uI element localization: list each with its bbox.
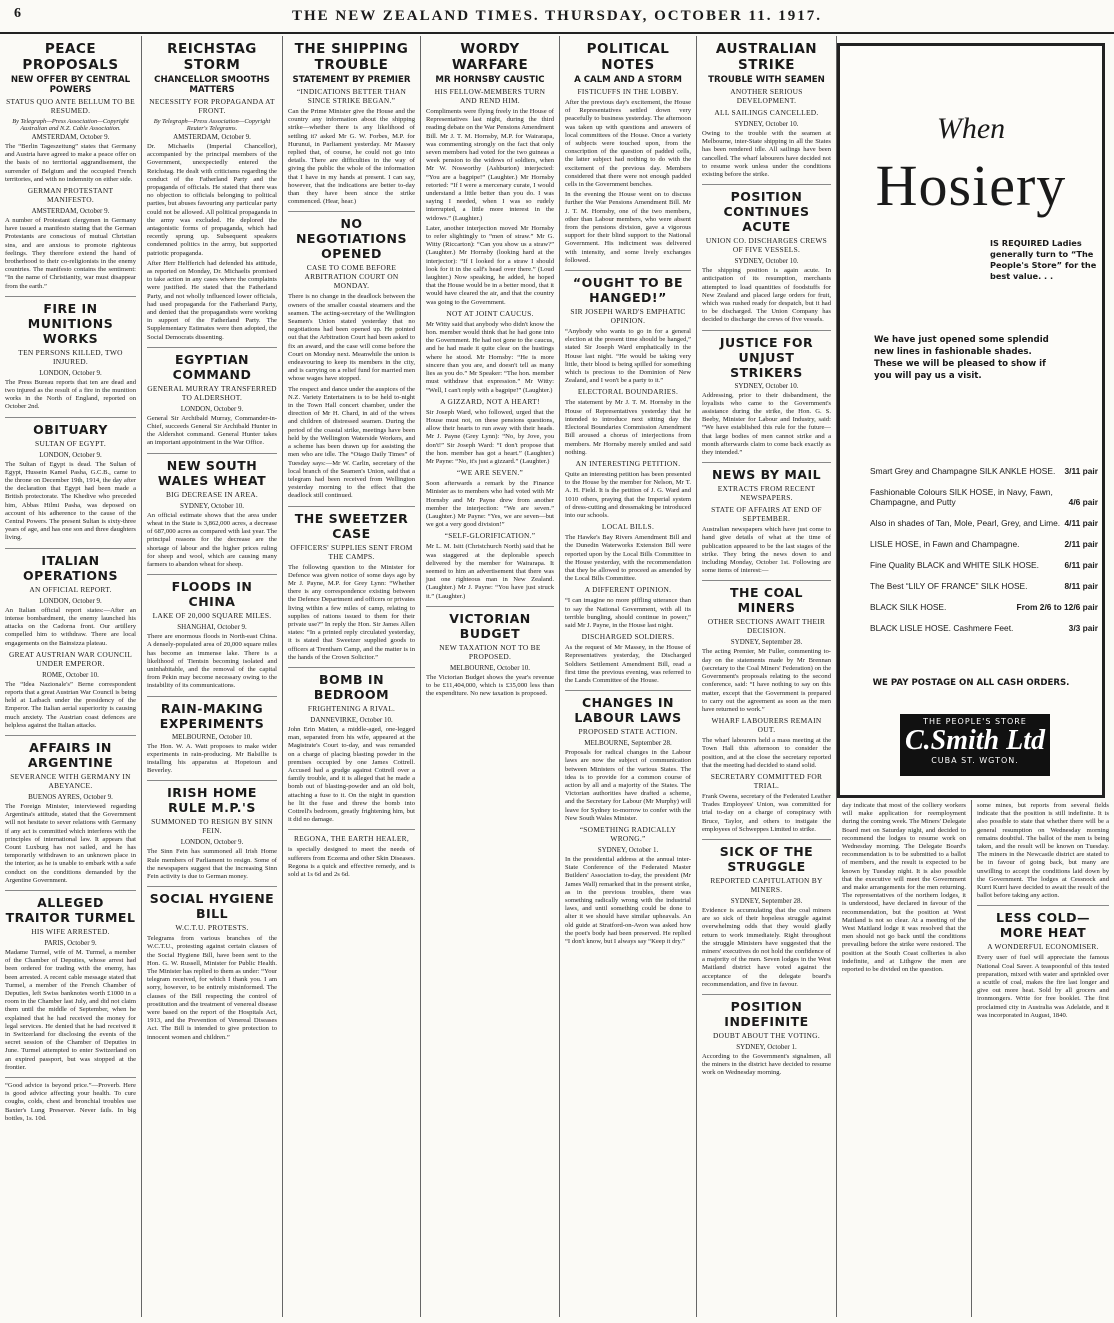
divider [147,574,277,575]
item-label: Fashionable Colours SILK HOSE, in Navy, Fawn, Champagne, and Putty [870,487,1053,507]
item-price: 4/11 pair [1064,518,1098,528]
headline: “OUGHT TO BE HANGED!” [572,275,684,306]
divider [977,905,1109,906]
divider [5,296,136,297]
article-body: Telegrams from various branches of the W.C.T.U., protesting against certain clauses of the Social Hygiene Bill, have been sent to the Hon. G. W. Russell, Minister for Public Health. The Minister has replied to them as under: “Your telegram received, for which I thank you. I am sorry, however, to be entirely misinformed. The clauses of the Bill respecting the control of prostitution and the treatment of venereal disease were based on the report of the Hospitals Act, 1913, and the Prevention of Venereal Diseases Act. The Bill is intended to give protection to innocent women and children.” [147,935,277,1041]
column-2 [142,36,283,1317]
article-body: The Sinn Fein has summoned all Irish Home Rule members of Parliament to resign. Some of the newspapers suggest that the increasing Sinn Fein activity is due to German money. [147,848,277,880]
article-body: An official estimate shows that the area under wheat in the State is 3,862,000 acres, a decrease of 687,000 acres as compared with last year. The principal reasons for the decrease are the shortage of labour and the higher prices ruling for sheep and wool, which are causing many farmers to abandon wheat for sheep. [147,511,277,568]
headline: EGYPTIAN COMMAND [172,351,252,382]
column-3 [283,36,421,1317]
item-price: 8/11 pair [1064,581,1098,591]
subheadline: NEW OFFER BY CENTRAL POWERS [10,75,131,95]
article-body: Madame Turmel, wife of M. Turmel, a member of the Chamber of Deputies, whose arrest had been ordered for trading with the enemy, has been arrested. A recent cable message stated that Turmel, a member of the French Chamber of Deputies, left Swiss banknotes worth £1000 in a room in the Chamber last July, and did not claim them until the middle of September, when he explained that he had received the money for legal services. He denied that he had received it in Switzerland for disclosing the events of the secret session of the Chamber of Deputies in June. Turmel attempted to enter Switzerland on an expired passport, but was stopped at the frontier. [5,948,136,1071]
dek: ELECTORAL BOUNDARIES. [577,387,679,397]
headline: FLOODS IN CHINA [171,579,253,610]
dateline: PARIS, October 9. [44,938,97,947]
dek: “SELF-GLORIFICATION.” [444,531,536,541]
dek: LAKE OF 20,000 SQUARE MILES. [152,611,272,621]
subheadline: CHANCELLOR SMOOTHS MATTERS [154,75,270,95]
article-body: The Hon. W. A. Watt proposes to make wider experiments in rain-producing. Mr Balsillie is installing his apparatus at Hopetoun and Beverley. [147,742,277,775]
dateline: SYDNEY, September 28. [730,896,803,905]
article-body: A number of Protestant clergymen in Germany have issued a manifesto stating that the German Protestants are conscious of mutual Christian sins, and are anxious to promote righteous feelings. They therefore extend the hand of brotherhood to their co-religionists in the enemy countries. The manifesto contains the sentiment: “In the name of Christianity, war must disappear from the earth.” [5,217,136,290]
column-7-lower [837,800,972,1317]
dek: GREAT AUSTRIAN WAR COUNCIL UNDER EMPEROR. [8,649,133,668]
ad-when: When [936,112,1006,145]
column-8-lower [972,800,1114,1317]
dek: A DIFFERENT OPINION. [584,585,672,595]
dateline: ROME, October 10. [42,670,99,679]
article-body: John Erin Matten, a middle-aged, one-legged man, separated from his wife, appeared at the Magistrate's Court to-day, and was remanded on a charge of placing blasting powder in the premises occupied by one James Cottrell. Accused had a grudge against Cottrell over a family trouble, and it is alleged that he made a bomb out of blasting-powder and an old bolt, attaching a fuse to it. On the night in question he lit the fuse and threw the bomb into Cottrell's bedroom, greatly frightening him, but it did no damage. [288,725,415,824]
headline: POSITION CONTINUES ACUTE [723,189,810,235]
dateline: AMSTERDAM, October 9. [31,207,110,216]
column-1 [0,36,142,1317]
dek: OTHER SECTIONS AWAIT THEIR DECISION. [707,617,826,636]
dek: SUMMONED TO RESIGN BY SINN FEIN. [151,817,273,836]
divider [147,780,277,781]
dek: W.C.T.U. PROTESTS. [175,923,249,933]
subheadline: TROUBLE WITH SEAMEN [708,75,825,85]
dateline: SYDNEY, September 28. [730,638,803,647]
price-list-item [870,602,1098,612]
divider [702,462,831,463]
divider [565,270,691,271]
dateline: SYDNEY, October 10. [734,257,799,266]
article-body: Sir Joseph Ward, who followed, urged that the House must not, on these pensions questions, allow their hearts to run away with their heads. Mr J. Payne (Grey Lynn): “No, by Jove, you don't!” Sir Joseph Ward: “I don't propose that the hon. member has got a heart.” (Laughter.) Mr Payne: “No, it's just a gizzard.” (Laughter.) [426,408,554,465]
article-body: The following question to the Minister for Defence was given notice of some days ago by Mr J. Payne, M.P. for Grey Lynn: “Whether there is any correspondence existing between the Defence Department and officers or privates living within a few miles of camp, relating to supplies of rations issued to them for their private use?” In reply the Hon. Sir James Allen states: “In a printed reply circulated yesterday, it is stated that Sweetzer supplied goods to officers at Trentham Camp, and the matter is in the hands of the Crown Solicitor.” [288,563,415,661]
ad-price-list [870,466,1098,644]
headline: OBITUARY [33,421,108,437]
dateline: MELBOURNE, September 28. [584,739,672,748]
dek: STATUS QUO ANTE BELLUM TO BE RESUMED. [6,97,135,115]
divider [702,994,831,995]
article-body: Can the Prime Minister give the House and the country any information about the shipping strike—whether there is any likelihood of settling it? asked Mr G. W. Forbes, M.P. for Hurunui, in Parliament yesterday. Mr Massey replied that, of course, he could not go into details. There are difficulties in the way of giving the public the whole of the information that I have in my hands at present. I can say, however, that the indications are better to-day than they have been since the strike commenced. (Hear, hear.) [288,108,415,206]
headline: AFFAIRS IN ARGENTINE [27,739,114,770]
item-price: 2/11 pair [1064,539,1098,549]
article-body: The wharf labourers held a mass meeting at the Town Hall this afternoon to consider the position, and at the close the secretary reported that the meeting had decided to stand solid. [702,737,831,769]
article-body: There is no change in the deadlock between the owners of the smaller coastal steamers and the seamen. The acting-secretary of the Wellington Seamen's Union stated yesterday that no negotiations had been opened up. He pointed out that the Arbitration Court had been asked to fix an award, and the case will come before the Court on Monday next. Meanwhile the union is endeavouring to keep its members in the city, and is carrying on a relief fund for married men whose wages have stopped. [288,293,415,383]
headline: THE COAL MINERS [730,585,803,616]
article-body: some mines, but reports from several fields indicate that the position is still indefinite. It is also possible to state that whether there will be a general resumption on Wednesday morning remains doubtful. The ballot of the men is being taken, and the result will be known on Tuesday. The miners in the Newcastle district are stated to be in favour of going back, but many are unwilling to accept the conditions laid down by the Government. The lodges at Cessnock and Kurri Kurri have decided to await the result of the ballot before taking any action. [977,802,1110,900]
column-5 [560,36,697,1317]
article-body: Proposals for radical changes in the Labour laws are now the subject of communication between Ministers of the various States. The idea is to provide for a common course of action by all and a majority of the States. The Victorian authorities have drafted a scheme, and the Secretary for Labour (Mr Murphy) will leave for Sydney to-morrow to confer with the New South Wales Minister. [565,749,691,822]
store-logo [900,714,1050,776]
headline: SICK OF THE STRUGGLE [719,843,814,874]
dek: AN OFFICIAL REPORT. [29,584,112,594]
dek: NOT AT JOINT CAUCUS. [446,308,534,318]
article-body: Soon afterwards a remark by the Finance Minister as to members who had voted with Mr Hornsby and Mr Payne drew from another member the interjection: “We are seven.” (Laughter.) Mr Payne: “Yes, we are seven—but we got a very good division!” [426,480,554,529]
credit: By Telegraph—Press Association—Copyright Australian and N.Z. Cable Association. [12,118,129,132]
article-body: Every user of fuel will appreciate the famous National Coal Saver. A teaspoonful of this tested preparation, mixed with water and sprinkled over a scuttle of coal, makes the fire last longer and give out more heat. Sold by all grocers and ironmongers. Write for free booklet. The first proclaimed city in Australia was Adelaide, and it was incorporated in August, 1840. [977,954,1109,1019]
divider [5,890,136,891]
dek: SIR JOSEPH WARD'S EMPHATIC OPINION. [570,307,686,326]
small-advertisement: “Good advice is beyond price.”—Proverb. Here is good advice affecting your health. To cure coughs, colds, chest and bronchial troubles use Baxter's Lung Preserver. Never fails. In big bottles, 1s. 10d. [5,1082,136,1122]
article-body: Mr L. M. Isitt (Christchurch North) said that he was staggered at the deplorable speech delivered by the member for Wairarapa. It seemed to him an advertisement that there was just one righteous man in New Zealand. (Laughter.) Mr J. Payne: “You have just struck it.” (Laughter.) [426,543,554,600]
item-price: 6/11 pair [1064,560,1098,570]
article-body: The Hawke's Bay Rivers Amendment Bill and the Dunedin Waterworks Extension Bill were reported upon by the Local Bills Committee in the House yesterday, with the recommendation that they be allowed to proceed as amended by the Local Bills Committee. [565,534,691,583]
store-address: CUBA ST. WGTON. [931,756,1019,765]
store-name: C.Smith Ltd [904,725,1046,756]
divider [702,184,831,185]
dek: UNION CO. DISCHARGES CREWS OF FIVE VESSELS. [705,236,828,255]
dateline: BUENOS AYRES, October 9. [28,792,113,801]
dek: BIG DECREASE IN AREA. [165,489,259,499]
headline: NEW SOUTH WALES WHEAT [157,457,267,488]
item-label: Smart Grey and Champagne SILK ANKLE HOSE. [870,466,1056,476]
headline: LESS COLD—MORE HEAT [996,910,1090,941]
dek: HIS FELLOW-MEMBERS TURN AND REND HIM. [434,87,546,105]
dek: TEN PERSONS KILLED, TWO INJURED. [18,347,123,366]
article-body: The “Idea Nazionale's” Berne correspondent reports that a great Austrian War Council is being held at Laibach under the presidency of the Emperor. The Italian aerial superiority is causing much anxiety. The Austrian coast defences are helpless against the Italian attacks. [5,680,136,729]
dateline: MELBOURNE, October 10. [449,663,531,672]
article-body: Australian newspapers which have just come to hand give details of what at the time of publication appeared to be the last stages of the strike. They bring the news down to and including Monday, October 1st. Following are some items of interest:— [702,526,831,575]
dek: REGONA, THE EARTH HEALER, [293,834,410,844]
divider [565,690,691,691]
article-body: In the presidential address at the annual inter-State Conference of the Federated Master Builders' Association to-day, the president (Mr James Wall) remarked that in the present strike, as in the previous troubles, there was something radically wrong with the industrial laws, and until something could be done to alter it we should have similar upheavals. An old guide at Stratford-on-Avon was asked how the poet's body had been preserved. He replied “I don't know, but I always say “Keep it dry.” [565,856,691,946]
dek: LOCAL BILLS. [601,522,655,532]
article-body: Dr. Michaelis (Imperial Chancellor), accompanied by the principal members of the Government, unexpectedly entered the Reichstag. He dealt with criticisms regarding the conduct of the Fatherland Party and the propaganda of officials. He stated that there was no objection to officials belonging to political parties, but abuses favouring any particular party could not be allowed. All political propaganda in the army was excluded. He deplored the antagonistic forms of propaganda, which had recently sprung up. Subsequent speakers condemned politics in the army, but supported patriotic propaganda. [147,143,277,257]
ad-hosiery-title: Hosiery [875,153,1067,218]
headline: NEWS BY MAIL [711,467,822,483]
article-body: “Anybody who wants to go in for a general election at the present time should be hanged,” stated Sir Joseph Ward emphatically in the House last night. “He would be taking very little, their blood is being spilled for something which is precious to the Dominion of New Zealand, and I won't be a party to it.” [565,328,691,385]
dek: SULTAN OF EGYPT. [35,438,106,448]
article-body: In the evening the House went on to discuss further the War Pensions Amendment Bill. Mr J. T. M. Hornsby, one of the two members, other than Labour members, who were absent from the pensions division, gave a vigorous support for their blind support to the National Government. His indictment was delivered with intensity, and some lively exchanges followed. [565,191,691,264]
headline: NO NEGOTIATIONS OPENED [295,216,408,262]
page-number: 6 [14,6,21,21]
headline: CHANGES IN LABOUR LAWS [574,695,682,726]
headline: THE SWEETZER CASE [294,510,409,541]
dateline: LONDON, October 9. [39,596,102,605]
divider [288,667,415,668]
headline: ALLEGED TRAITOR TURMEL [5,894,136,925]
price-list-item [870,518,1098,528]
headline: RAIN-MAKING EXPERIMENTS [159,700,265,731]
dek: AN INTERESTING PETITION. [575,458,681,468]
dek: A WONDERFUL ECONOMISER. [987,942,1099,952]
price-list-item [870,539,1098,549]
item-price: 4/6 pair [1068,497,1098,507]
article-body: The acting Premier, Mr Fuller, commenting to-day on the statements made by Mr Brennan (secretary to the Coal Miners' Federation) on the Government's proposals relating to the second conference, said: “I have nothing to say on this matter, except that the Government is prepared to carry out the agreement as soon as the men have returned to work.” [702,648,831,713]
dateline: LONDON, October 9. [180,404,244,413]
dek: STATE OF AFFAIRS AT END OF SEPTEMBER. [711,505,822,524]
dek: ANOTHER SERIOUS DEVELOPMENT. [730,87,803,105]
article-body: The Victorian Budget shows the year's revenue to be £11,404,000, which is £35,000 less than the expenditure. No new taxation is proposed. [426,673,554,698]
dek: “SOMETHING RADICALLY WRONG.” [579,825,677,843]
article-body: The “Berlin Tageszeitung” states that Germany and Austria have agreed to make a peace offer on the basis of no territorial aggrandisement, the surrender of Belgium and the occupied French territories, and with no indemnity on either side. [5,143,136,183]
dek: ALL SAILINGS CANCELLED. [714,108,819,117]
dek: SEVERANCE WITH GERMANY IN ABEYANCE. [10,771,131,790]
item-label: Fine Quality BLACK and WHITE SILK HOSE. [870,560,1039,570]
dek: GERMAN PROTESTANT MANIFESTO. [27,186,114,205]
price-list-item [870,466,1098,476]
price-list-item [870,623,1098,633]
divider [5,548,136,549]
dek: HIS WIFE ARRESTED. [31,926,110,936]
subheadline: A CALM AND A STORM [574,75,682,85]
article-body: “I can imagine no more piffling utterance than to say the National Government, with all its terrible bungling, should continue in power,” said Mr J. Payne, in the House last night. [565,597,691,629]
article-body: There are enormous floods in North-east China. A densely-populated area of 20,000 square miles has become an immense lake. There is a likelihood of Tientsin becoming isolated and uninhabitable, and the removal of the capital from Pekin may become necessary owing to the instability of its communications. [147,633,277,690]
dek: NEW TAXATION NOT TO BE PROPOSED. [439,642,541,661]
headline: PEACE PROPOSALS [22,41,119,73]
item-label: BLACK LISLE HOSE. Cashmere Feet. [870,623,1014,633]
item-label: BLACK SILK HOSE. [870,602,947,612]
divider [702,839,831,840]
divider [288,829,415,830]
headline: FIRE IN MUNITIONS WORKS [27,300,114,346]
column-4 [421,36,560,1317]
article-body: Owing to the trouble with the seamen at Melbourne, inter-State shipping in all the States has been rendered idle. All sailings have been cancelled. The wharf labourers have decided not to resume work unless under the conditions existing before the strike. [702,130,831,179]
article-body: Addressing, prior to their disbandment, the loyalists who came to the Government's assistance during the strike, the Hon. G. S. Beeby, Minister for Labour and Industry, said: “We have established this rule for the future—that large bodies of men cannot strike and a month afterwards claim to come back exactly as they intended.” [702,391,831,457]
headline: AUSTRALIAN STRIKE [715,41,818,73]
item-price: From 2/6 to 12/6 pair [1016,602,1098,612]
dek: DISCHARGED SOLDIERS. [581,632,675,642]
dateline: SYDNEY, October 10. [734,120,799,128]
divider [702,580,831,581]
price-list-item [870,487,1098,507]
dek: WHARF LABOURERS REMAIN OUT. [711,716,822,735]
item-label: The Best “LILY OF FRANCE” SILK HOSE. [870,581,1028,591]
dek: DOUBT ABOUT THE VOTING. [713,1030,820,1040]
dateline: SYDNEY, October 1. [736,1042,797,1051]
dateline: MELBOURNE, October 10. [171,732,253,741]
article-body: Quite an interesting petition has been presented to the House by the member for Nelson, Mr T. A. H. Field. It is the petition of J. G. Ward and 1010 others, praying that the Imperial system of dress-cutting and dressmaking be introduced into our schools. [565,470,691,519]
article-body: is specially designed to meet the needs of sufferers from Eczema and other Skin Diseases. Regona is a quick and effective remedy, and is sold at 1s 6d and 2s 6d. [288,846,415,878]
dateline: DANNEVIRKE, October 10. [310,715,393,724]
article-body: Evidence is accumulating that the coal miners are so sick of their hopeless struggle against overwhelming odds that they would gladly return to work immediately. Right throughout the struggle Ministers have suggested that the miners' executives do not hold the confidence of a majority of the men. Seven lodges in the West Maitland district have voted against the acceptance of the delegate board's recommendation, and five in favour. [702,906,831,988]
dek: EXTRACTS FROM RECENT NEWSPAPERS. [717,484,816,503]
article-body: An Italian official report states:—After an intense bombardment, the enemy launched his attacks on the Cadorna front. Our artillery compelled him to withdraw. There are local engagements on the Bainsizza plateau. [5,606,136,647]
masthead [0,0,1114,34]
article-body: day indicate that most of the colliery workers will make application for reemployment during the coming week. The Miners' Delegate Board met on Saturday night, and decided to recommend the lodges to resume work on Wednesday morning. The Delegate Board's recommendation is to be submitted to a ballot of members, and the result is expected to be known by Tuesday night. It is also possible that the executive will meet the Government and make arrangements for the men returning. The representatives of the northern lodges, it is understood, have declared in favour of the recommendation, but the position at West Maitland is not so clear. At a meeting of the West Maitland lodge it was resolved that the men should not go back until the conditions prevailing before the strike were restored. The position at the South Coast collieries is also indefinite, and at Lithgow the men are reported to be divided on the question. [842,802,966,974]
headline: POLITICAL NOTES [586,41,670,73]
dek: “WE ARE SEVEN.” [456,468,524,478]
dateline: LONDON, October 9. [180,838,244,847]
headline: BOMB IN BEDROOM [313,671,390,702]
price-list-item [870,560,1098,570]
store-tagline: THE PEOPLE'S STORE [923,717,1027,726]
item-label: LISLE HOSE, in Fawn and Champagne. [870,539,1020,549]
article-body: The shipping position is again acute. In anticipation of its resumption, merchants attempted to load quantities of foodstuffs for New Zealand and placed large orders for fruit, which was rushed ready for despatch, but it had to be discharged. The Union Company has decided to discharge the crews of five vessels. [702,267,831,324]
dateline: SYDNEY, October 1. [597,846,659,854]
article-body: As the request of Mr Massey, in the House of Representatives yesterday, the Discharged Soldiers Settlement Amendment Bill, read a first time the previous evening, was referred to the Lands Committee of the House. [565,644,691,684]
article-body: Later, another interjection moved Mr Hornsby to refer slightingly to “men of straw.” Mr G. Witty (Riccarton): “Can you show us a straw?” (Laughter.) Mr Hornsby (looking hard at the interjector): “If I looked for a straw I should look for it in the calf's head over there.” (Loud laughter.) Now speaking, he added, he hoped that the House would be in a better mood, that it would have cleared the air, and that the country was going to the Government. [426,224,554,306]
article-body: The statement by Mr J. T. M. Hornsby in the House of Representatives yesterday that he intended to introduce next sitting day the Electoral Boundaries Commission Amendment Bill aroused a chorus of interjections from members. Mr Hornsby merely smiled and said nothing. [565,399,691,456]
headline: REICHSTAG STORM [167,41,257,73]
price-list-item [870,581,1098,591]
headline: POSITION INDEFINITE [724,998,809,1029]
ad-intro-text: We have just opened some splendid new lines in fashionable shades. These we will be pleased to show if you will pay us a visit. [874,335,1049,381]
divider [5,735,136,736]
article-body: The Sultan of Egypt is dead. The Sultan of Egypt, Hussein Kamel Pasha, G.C.B., came to the throne on December 19th, 1914, the day after the declaration that Egypt had been made a British protectorate. The Khedive who preceded him, Abbas Hilmi Pasha, was deposed on account of his adherence to the cause of the Central Powers. The present Sultan is sixty-three years of age, and has one son and three daughters living. [5,460,136,542]
divider [702,330,831,331]
headline: SOCIAL HYGIENE BILL [149,891,275,922]
item-label: Also in shades of Tan, Mole, Pearl, Grey, and Lime. [870,518,1061,528]
dek: OFFICERS' SUPPLIES SENT FROM THE CAMPS. [290,542,413,561]
ad-required-text: IS REQUIRED Ladies generally turn to “The People's Store” for the best value. . . [990,238,1097,281]
item-price: 3/11 pair [1064,466,1098,476]
dateline: LONDON, October 9. [39,368,102,377]
divider [147,347,277,348]
headline: THE SHIPPING TROUBLE [294,41,409,73]
dek: SECRETARY COMMITTED FOR TRIAL. [710,771,823,790]
divider [426,606,554,607]
dek: FISTICUFFS IN THE LOBBY. [577,87,679,96]
article-body: Compliments were flying freely in the House of Representatives last night, during the third reading debate on the War Pensions Amendment Bill. Mr J. T. M. Hornsby, M.P. for Wairarapa, was commenting strongly on the fact that only seven members had voted for the two guineas a week pension to the widows of soldiers, when Mr W. Nosworthy (Ashburton) interjected: “You are a bagpipe!” (Laughter.) Mr Hornsby retorted: “If I were a mercenary curate, I would understand a little better than you do. I was saying I needed, when I was so rudely interrupted, a little more interest in the widows.” (Laughter.) [426,108,554,222]
article-body: General Sir Archibald Murray, Commander-in-Chief, succeeds General Sir Archibald Hunter in the Aldershot command. General Hunter takes an important appointment in the War Office. [147,414,277,447]
dek: PROPOSED STATE ACTION. [578,727,678,737]
ad-postage-note: WE PAY POSTAGE ON ALL CASH ORDERS. [872,678,1070,688]
dateline: AMSTERDAM, October 9. [31,133,110,141]
divider [5,1077,136,1078]
newspaper-title: THE NEW ZEALAND TIMES. THURSDAY, OCTOBER 11. 1917. [292,8,822,24]
dateline: SYDNEY, October 10. [179,501,245,510]
dek: NECESSITY FOR PROPAGANDA AT FRONT. [149,97,275,115]
article-body: After the previous day's excitement, the House of Representatives settled down very peacefully to business yesterday. The afternoon was taken up with questions and answers of local committees of the House. Once a variety of subjects were touched upon, from the conscription of the question of padded cells, the latter subject had nothing to do with the excitement of the previous day. Members considered that there were not enough padded cells in the Government benches. [565,99,691,189]
article-body: The Foreign Minister, interviewed regarding Argentina's attitude, stated that the Government will not hesitate to sever relations with Germany if any act is committed which interferes with the principles of international law. It appears that Count Luxburg has not sailed, and he has temporarily withdrawn to an unknown place in the interior, as he is unable to embark with a safe conduct on the conditions demanded by the Argentine Government. [5,802,136,884]
dek: “INDICATIONS BETTER THAN SINCE STRIKE BEGAN.” [296,87,407,105]
article-body: Mr Witty said that anybody who didn't know the hon. member would think that he had gone into the Government. He had not gone to the caucus, and he had made it quite clear on the hustings where he stood. Mr Hornsby: “He is more sincere than you are, and doesn't tell as many lies as you do.” Mr Speaker: “The hon. member must withdraw that expression.” Mr Witty: “Well, I can't reply with a bagpipe!” (Laughter.) [426,320,554,394]
divider [288,211,415,212]
divider [147,453,277,454]
headline: JUSTICE FOR UNJUST STRIKERS [719,334,814,380]
item-price: 3/3 pair [1068,623,1098,633]
dateline: AMSTERDAM, October 9. [173,133,251,141]
article-body: Frank Owens, secretary of the Federated Leather Trades Employees' Union, was committed for trial to-day on a charge of conspiracy with Bruce, Taylor, and others to instigate the employees of Schweppes Limited to strike. [702,792,831,833]
dateline: LONDON, October 9. [39,450,102,459]
dek: FRIGHTENING A RIVAL. [307,703,396,713]
dateline: SYDNEY, October 10. [734,381,799,390]
headline: ITALIAN OPERATIONS [23,552,118,583]
divider [288,506,415,507]
article-body: The respect and dance under the auspices of the N.Z. Variety Entertainers is to be held to-night in the Town Hall concert chamber, under the direction of Mr H. Chard, in aid of the wives and children of distressed seamen. During the period of the coastal strike, meetings have been held by the Wellington Waterside Workers, and a scheme has been drawn up for assisting the men who are idle. The “Otago Daily Times” of Tuesday says:—Mr W. Carlin, secretary of the local branch of the Seamen's Union, said that a telegram had been received from Wellington yesterday morning to the effect that the deadlock still continued. [288,385,415,500]
dek: REPORTED CAPITULATION BY MINERS. [710,875,823,894]
divider [147,886,277,887]
article-body: The Press Bureau reports that ten are dead and two injured as the result of a fire in the munition works in the North of England, reported on October 2nd. [5,378,136,411]
subheadline: STATEMENT BY PREMIER [292,75,411,85]
divider [5,417,136,418]
article-body: After Herr Helfferich had defended his attitude, as reported on Monday, Dr. Michaelis promised to take action in any cases where the complaints were justified. He stated that the Fatherland Party, and not wholly influenced lower officials, had used propaganda for the Fatherland Party, and denied that the propagandists were working in support of the Fatherland Party. The Supplementary Estimates were then adopted, the Social Democrats dissenting. [147,259,277,341]
hosiery-advertisement [837,43,1105,798]
headline: IRISH HOME RULE M.P.'S [167,785,257,816]
credit: By Telegraph—Press Association—Copyright Reuter's Telegrams. [153,118,271,132]
divider [147,696,277,697]
headline: WORDY WARFARE [451,41,529,73]
article-body: According to the Government's signalmen, all the miners in the district have decided to resume work on Wednesday morning. [702,1052,831,1077]
dek: GENERAL MURRAY TRANSFERRED TO ALDERSHOT. [147,383,277,402]
headline: VICTORIAN BUDGET [449,610,531,641]
dek: CASE TO COME BEFORE ARBITRATION COURT ON MONDAY. [304,263,399,291]
dateline: SHANGHAI, October 9. [177,623,247,632]
dek: A GIZZARD, NOT A HEART! [440,396,540,406]
column-6 [697,36,837,1317]
subheadline: MR HORNSBY CAUSTIC [435,75,545,85]
